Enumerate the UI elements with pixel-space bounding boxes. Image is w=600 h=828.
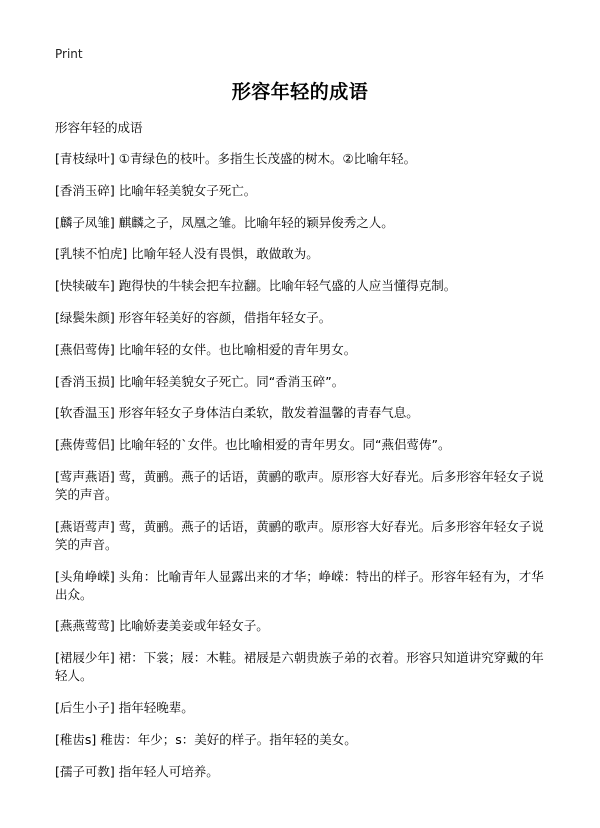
idiom-term: [后生小子] — [55, 699, 115, 715]
idiom-definition: 指年轻人可培养。 — [118, 763, 219, 779]
idiom-entry — [55, 245, 548, 263]
idiom-definition: 头角：比喻青年人显露出来的才华；峥嵘：特出的样子。形容年轻有为，才华出众。 — [55, 568, 544, 602]
idiom-entry — [55, 518, 548, 554]
print-label: Print — [55, 47, 83, 61]
idiom-entry — [55, 404, 548, 422]
idiom-definition: ①青绿色的枝叶。多指生长茂盛的树木。②比喻年轻。 — [118, 151, 417, 166]
idiom-term: [燕俦莺侣] — [55, 437, 115, 453]
idiom-definition: 形容年轻美好的容颜，借指年轻女子。 — [118, 309, 332, 325]
idiom-definition: 比喻年轻的女伴。也比喻相爱的青年男女。 — [118, 341, 357, 357]
idiom-entry — [55, 150, 548, 168]
idiom-definition: 形容年轻女子身体洁白柔软，散发着温馨的青春气息。 — [118, 405, 419, 421]
idiom-term: [燕侣莺俦] — [55, 341, 115, 357]
idiom-entry — [55, 568, 548, 604]
idiom-entry — [55, 763, 548, 781]
idiom-entry — [55, 436, 548, 454]
idiom-term: [头角峥嵘] — [55, 568, 115, 584]
idiom-term: [乳犊不怕虎] — [55, 246, 128, 262]
idiom-term: [麟子凤雏] — [55, 214, 115, 230]
idiom-term: [快犊破车] — [55, 278, 115, 294]
idiom-entry — [55, 373, 548, 391]
idiom-definition: 莺，黄鹂。燕子的话语，黄鹂的歌声。原形容大好春光。后多形容年轻女子说笑的声音。 — [55, 518, 544, 552]
idiom-term: [燕燕莺莺] — [55, 618, 115, 634]
idiom-term: [燕语莺声] — [55, 518, 115, 534]
idiom-term: [裙屐少年] — [55, 650, 115, 666]
idiom-entry — [55, 182, 548, 200]
page-title: 形容年轻的成语 — [231, 81, 369, 103]
idiom-definition: 跑得快的牛犊会把车拉翻。比喻年轻气盛的人应当懂得克制。 — [118, 278, 457, 294]
idiom-entry — [55, 649, 548, 685]
idiom-term: [绿鬓朱颜] — [55, 309, 115, 325]
idiom-definition: 比喻年轻美貌女子死亡。 — [118, 182, 257, 198]
idiom-definition: 比喻年轻人没有畏惧，敢做敢为。 — [131, 246, 319, 262]
idiom-entry — [55, 277, 548, 295]
idiom-term: [稚齿s] — [55, 731, 97, 747]
idiom-term: [莺声燕语] — [55, 468, 115, 484]
idiom-definition: 比喻年轻的`女伴。也比喻相爱的青年男女。同“燕侣莺俦”。 — [118, 437, 451, 453]
idiom-entry — [55, 341, 548, 359]
idiom-entry — [55, 468, 548, 504]
subheading: 形容年轻的成语 — [55, 120, 143, 135]
idiom-term: [香消玉碎] — [55, 182, 115, 198]
idiom-list — [55, 150, 548, 794]
idiom-entry — [55, 214, 548, 232]
idiom-entry — [55, 309, 548, 327]
idiom-definition: 莺，黄鹂。燕子的话语，黄鹂的歌声。原形容大好春光。后多形容年轻女子说笑的声音。 — [55, 468, 544, 502]
idiom-term: [香消玉损] — [55, 373, 115, 389]
idiom-definition: 稚齿：年少；s：美好的样子。指年轻的美女。 — [100, 731, 357, 747]
idiom-entry — [55, 731, 548, 749]
idiom-definition: 比喻娇妻美妾或年轻女子。 — [118, 618, 269, 634]
idiom-definition: 比喻年轻美貌女子死亡。同“香消玉碎”。 — [118, 373, 345, 389]
idiom-definition: 裙：下裳；屐：木鞋。裙屐是六朝贵族子弟的衣着。形容只知道讲究穿戴的年轻人。 — [55, 650, 544, 684]
idiom-term: [青枝绿叶] — [55, 151, 115, 166]
idiom-entry — [55, 699, 548, 717]
idiom-definition: 指年轻晚辈。 — [118, 699, 194, 715]
idiom-term: [软香温玉] — [55, 405, 115, 421]
idiom-term: [孺子可教] — [55, 763, 115, 779]
idiom-definition: 麒麟之子，凤凰之雏。比喻年轻的颖异俊秀之人。 — [118, 214, 394, 230]
idiom-entry — [55, 617, 548, 635]
